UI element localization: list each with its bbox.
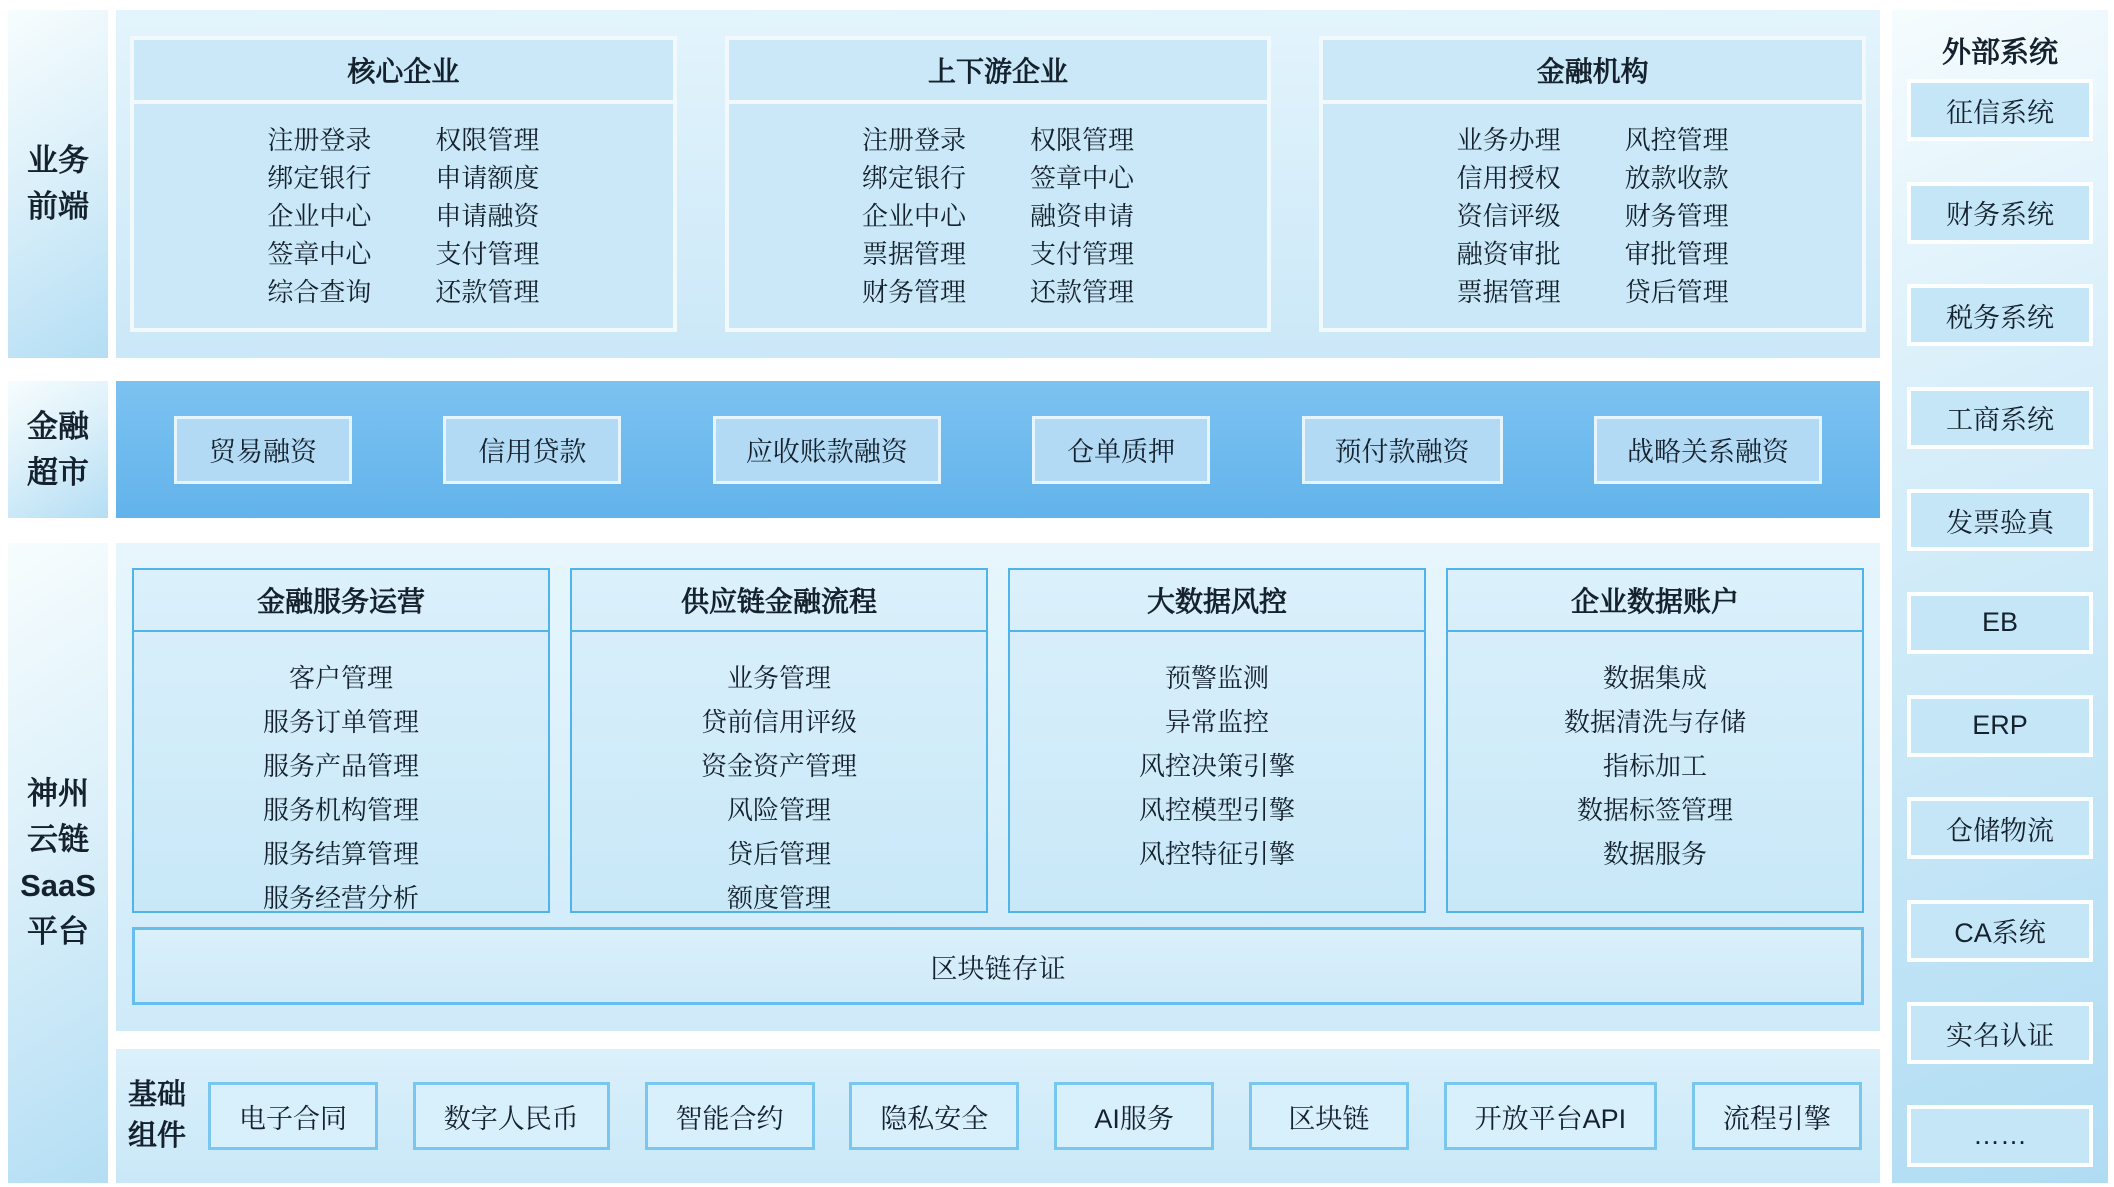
feature-item: 申请额度 <box>435 163 540 193</box>
base-item-open-platform-api: 开放平台API <box>1444 1082 1658 1150</box>
saas-item: 异常监控 <box>1164 707 1269 737</box>
saas-col-body <box>1010 632 1424 911</box>
rail-finance-market-label <box>27 404 89 496</box>
rail-label-line: 金融 <box>27 408 89 444</box>
saas-col-title: 金融服务运营 <box>134 570 548 632</box>
saas-item: 服务机构管理 <box>262 795 419 825</box>
feature-item: 绑定银行 <box>861 163 966 193</box>
feature-column <box>1625 121 1729 311</box>
feature-item: 融资审批 <box>1456 239 1561 269</box>
rail-saas-platform-label <box>20 771 96 955</box>
saas-col-body <box>1448 632 1862 911</box>
saas-item: 资金资产管理 <box>700 751 857 781</box>
feature-item: 票据管理 <box>1456 277 1561 307</box>
feature-item: 财务管理 <box>1624 201 1729 231</box>
feature-item: 企业中心 <box>861 201 966 231</box>
blockchain-evidence-bar: 区块链存证 <box>132 927 1864 1005</box>
feature-item: 审批管理 <box>1624 239 1729 269</box>
base-item-smart-contract: 智能合约 <box>645 1082 815 1150</box>
base-components-items <box>208 1082 1862 1150</box>
base-label-line: 组件 <box>128 1120 187 1152</box>
saas-col-enterprise-data-account <box>1446 568 1864 913</box>
group-box-financial-institution <box>1319 36 1866 332</box>
feature-item: 融资申请 <box>1030 201 1135 231</box>
band-base-components <box>116 1049 1880 1183</box>
market-item-prepayment-finance: 预付款融资 <box>1302 416 1503 484</box>
external-systems-list <box>1907 79 2093 1167</box>
feature-item: 签章中心 <box>1030 163 1135 193</box>
feature-item: 绑定银行 <box>267 163 372 193</box>
feature-item: 综合查询 <box>267 277 372 307</box>
band-finance-market <box>116 381 1880 518</box>
saas-col-financial-service-ops <box>132 568 550 913</box>
feature-item: 放款收款 <box>1624 163 1729 193</box>
group-body-core-enterprise <box>134 104 673 328</box>
external-item-tax-system: 税务系统 <box>1907 284 2093 346</box>
external-item-erp: ERP <box>1907 695 2093 757</box>
band-saas-platform <box>116 543 1880 1031</box>
rail-label-line: 云链 <box>27 822 89 857</box>
feature-item: 权限管理 <box>435 125 540 155</box>
saas-item: 客户管理 <box>288 663 393 693</box>
group-title-core-enterprise: 核心企业 <box>134 40 673 104</box>
saas-item: 额度管理 <box>726 883 831 913</box>
saas-item: 数据集成 <box>1602 663 1707 693</box>
group-body-financial-institution <box>1323 104 1862 328</box>
saas-item: 数据服务 <box>1602 839 1707 869</box>
base-item-privacy-security: 隐私安全 <box>849 1082 1019 1150</box>
band-business-frontend <box>116 10 1880 358</box>
external-item-finance-system: 财务系统 <box>1907 182 2093 244</box>
group-box-core-enterprise <box>130 36 677 332</box>
saas-col-title: 大数据风控 <box>1010 570 1424 632</box>
saas-item: 服务订单管理 <box>262 707 419 737</box>
base-components-label <box>128 1075 186 1157</box>
feature-item: 注册登录 <box>861 125 966 155</box>
rail-business-frontend-label <box>27 138 89 230</box>
feature-item: 支付管理 <box>1030 239 1135 269</box>
saas-item: 风控决策引擎 <box>1138 751 1295 781</box>
feature-item: 申请融资 <box>435 201 540 231</box>
market-item-trade-finance: 贸易融资 <box>174 416 352 484</box>
saas-item: 数据清洗与存储 <box>1563 707 1746 737</box>
external-item-realname-auth: 实名认证 <box>1907 1002 2093 1064</box>
external-item-ellipsis: …… <box>1907 1105 2093 1167</box>
rail-label-line: 前端 <box>27 189 89 224</box>
base-item-process-engine: 流程引擎 <box>1692 1082 1862 1150</box>
feature-item: 票据管理 <box>861 239 966 269</box>
feature-item: 业务办理 <box>1456 125 1561 155</box>
feature-item: 注册登录 <box>267 125 372 155</box>
feature-column <box>267 121 371 311</box>
saas-item: 业务管理 <box>726 663 831 693</box>
base-item-blockchain: 区块链 <box>1249 1082 1409 1150</box>
saas-col-supply-chain-finance-flow <box>570 568 988 913</box>
saas-col-body <box>134 632 548 920</box>
feature-item: 风控管理 <box>1624 125 1729 155</box>
market-item-warehouse-pledge: 仓单质押 <box>1032 416 1210 484</box>
group-title-financial-institution: 金融机构 <box>1323 40 1862 104</box>
external-item-invoice-verification: 发票验真 <box>1907 489 2093 551</box>
external-item-credit-system: 征信系统 <box>1907 79 2093 141</box>
market-item-credit-loan: 信用贷款 <box>443 416 621 484</box>
external-item-eb: EB <box>1907 592 2093 654</box>
saas-item: 服务产品管理 <box>262 751 419 781</box>
feature-column <box>862 121 966 311</box>
market-item-receivables-finance: 应收账款融资 <box>713 416 941 484</box>
rail-label-line: 神州 <box>27 776 89 811</box>
saas-col-title: 供应链金融流程 <box>572 570 986 632</box>
rail-label-line: 业务 <box>27 143 89 178</box>
rail-business-frontend <box>8 10 108 358</box>
saas-col-title: 企业数据账户 <box>1448 570 1862 632</box>
rail-label-line: SaaS <box>20 868 96 903</box>
saas-columns <box>132 568 1864 913</box>
feature-item: 还款管理 <box>435 277 540 307</box>
feature-item: 支付管理 <box>435 239 540 269</box>
feature-column <box>1457 121 1561 311</box>
feature-item: 还款管理 <box>1030 277 1135 307</box>
saas-item: 数据标签管理 <box>1576 795 1733 825</box>
saas-item: 贷前信用评级 <box>700 707 857 737</box>
base-item-digital-rmb: 数字人民币 <box>413 1082 610 1150</box>
group-box-updownstream-enterprise <box>725 36 1272 332</box>
saas-item: 风险管理 <box>726 795 831 825</box>
base-label-line: 基础 <box>128 1079 187 1111</box>
saas-item: 风控特征引擎 <box>1138 839 1295 869</box>
saas-item: 服务经营分析 <box>262 883 419 913</box>
feature-column <box>435 121 539 311</box>
feature-item: 财务管理 <box>861 277 966 307</box>
market-item-strategic-finance: 战略关系融资 <box>1594 416 1822 484</box>
external-systems-title: 外部系统 <box>1941 37 2058 69</box>
feature-item: 签章中心 <box>267 239 372 269</box>
feature-item: 资信评级 <box>1456 201 1561 231</box>
saas-item: 贷后管理 <box>726 839 831 869</box>
rail-saas-platform <box>8 543 108 1183</box>
saas-col-body <box>572 632 986 920</box>
feature-item: 企业中心 <box>267 201 372 231</box>
saas-item: 风控模型引擎 <box>1138 795 1295 825</box>
saas-col-bigdata-risk-control <box>1008 568 1426 913</box>
feature-column <box>1030 121 1134 311</box>
rail-label-line: 平台 <box>27 914 89 949</box>
rail-label-line: 超市 <box>27 454 89 490</box>
feature-item: 信用授权 <box>1456 163 1561 193</box>
saas-item: 服务结算管理 <box>262 839 419 869</box>
external-systems-panel <box>1892 10 2108 1183</box>
base-item-e-contract: 电子合同 <box>208 1082 378 1150</box>
feature-item: 权限管理 <box>1030 125 1135 155</box>
rail-finance-market <box>8 381 108 518</box>
saas-item: 指标加工 <box>1602 751 1707 781</box>
external-item-business-registry-system: 工商系统 <box>1907 387 2093 449</box>
external-item-ca-system: CA系统 <box>1907 900 2093 962</box>
base-item-ai-service: AI服务 <box>1054 1082 1214 1150</box>
group-body-updownstream-enterprise <box>729 104 1268 328</box>
external-item-warehouse-logistics: 仓储物流 <box>1907 797 2093 859</box>
feature-item: 贷后管理 <box>1624 277 1729 307</box>
group-title-updownstream-enterprise: 上下游企业 <box>729 40 1268 104</box>
saas-item: 预警监测 <box>1164 663 1269 693</box>
